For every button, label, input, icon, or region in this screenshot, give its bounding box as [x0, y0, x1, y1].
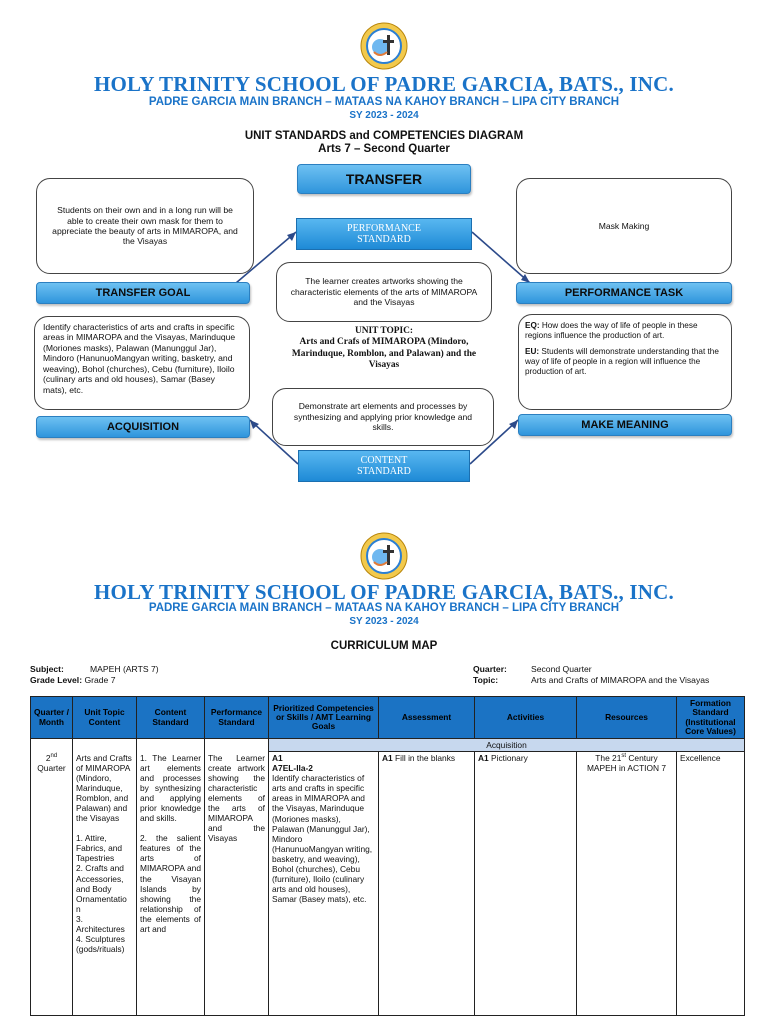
performance-task-box [516, 178, 732, 274]
page-title: UNIT STANDARDS and COMPETENCIES DIAGRAM [244, 130, 524, 142]
quarter-number: 2 [45, 752, 51, 763]
performance-standard-text: The learner creates artworks showing the characteristic elements of the arts of MIMAROPA and the Visayas [290, 276, 478, 308]
topic-line [473, 675, 709, 685]
content-standard-label-line1: CONTENT [360, 454, 408, 466]
performance-standard-label [296, 218, 472, 250]
resources-text: The 21 [595, 753, 622, 764]
eq-label: EQ: [525, 321, 540, 330]
acquisition-box [34, 316, 250, 410]
grade-label: Grade Level: [30, 675, 83, 685]
unit-topic-line: 4. Sculptures (gods/rituals) [76, 933, 125, 955]
column-header: Prioritized Competencies or Skills / AMT Learning Goals [269, 697, 379, 739]
content-standard-line: 2. the salient features of the arts of MIMAROPA and the Visayan Islands by showing the relationship of the elements of art and [140, 833, 201, 934]
performance-task-text: Mask Making [598, 220, 650, 231]
resources-cell [577, 752, 677, 1016]
transfer-goal-box [36, 178, 254, 274]
content-standard-cell [137, 752, 205, 1016]
school-name: HOLY TRINITY SCHOOL OF PADRE GARCIA, BATS., INC. [93, 580, 674, 604]
activities-cell [475, 752, 577, 1016]
assessment-cell [379, 752, 475, 1016]
transfer-goal-text: Students on their own and in a long run will be able to create their own mask for them to appreciate the beauty of arts in MIMAROPA, and the Visayas [52, 205, 238, 247]
eq-text: How does the way of life of people in these regions influence the production of art. [525, 321, 698, 340]
unit-topic-heading: UNIT TOPIC: [354, 326, 414, 336]
subject-label: Subject: [30, 664, 64, 674]
branch-list: PADRE GARCIA MAIN BRANCH – MATAAS NA KAHOY BRANCH – LIPA CITY BRANCH [148, 96, 620, 108]
grade-value: Grade 7 [84, 675, 116, 685]
acquisition-label: ACQUISITION [36, 416, 250, 438]
assessment-code: A1 [382, 753, 393, 764]
acquisition-text: Identify characteristics of arts and crafts in specific areas in MIMAROPA and the Visayas, Marinduque (Moriones masks), Palawan (Manunggul Jar), Mindoro (HanunuoMangyan writing, basketry, and weaving), Bohol (churches), Cebu (furniture), Iloilo (culinary arts and old houses), Samar (Basey mats), etc. [43, 322, 236, 395]
activities-text: Pictionary [491, 753, 528, 764]
school-name: HOLY TRINITY SCHOOL OF PADRE GARCIA, BATS., INC. [93, 72, 674, 96]
quarter-word: Quarter [37, 762, 66, 773]
assessment-text: Fill in the blanks [395, 753, 456, 764]
quarter-suffix: nd [50, 752, 58, 759]
topic-label: Topic: [473, 675, 499, 685]
school-seal-icon [360, 532, 408, 580]
unit-topic [284, 326, 484, 371]
performance-standard-label-line2: STANDARD [357, 234, 411, 245]
unit-topic-line: Arts and Crafts of MIMAROPA (Mindoro, Marinduque, Romblon, and Palawan) and the Visayas [76, 752, 132, 824]
competency-code: A7EL-IIa-2 [272, 763, 313, 774]
page-subtitle: Arts 7 – Second Quarter [318, 143, 450, 155]
essential-question-box [518, 314, 732, 410]
competency-text: Identify characteristics of arts and crafts in specific areas in MIMAROPA and the Visayas, Marinduque (Moriones masks), Palawan (Manunggul Jar), Mindoro (HanunuoMangyan writing, basketry, and weaving), Bohol (churches), Cebu (furniture), Iloilo (culinary arts and old houses), Samar (Basey mats), etc. [272, 773, 373, 905]
resources-text: Century MAPEH in ACTION 7 [586, 753, 667, 774]
phase-row [31, 739, 745, 752]
transfer-goal-label: TRANSFER GOAL [36, 282, 250, 304]
column-header: Activities [475, 697, 577, 739]
branch-list: PADRE GARCIA MAIN BRANCH – MATAAS NA KAHOY BRANCH – LIPA CITY BRANCH [148, 602, 620, 614]
school-year: SY 2023 - 2024 [349, 110, 419, 121]
activities-code: A1 [478, 753, 489, 764]
competency-cell [269, 752, 379, 1016]
content-standard-text: Demonstrate art elements and processes by synthesizing and applying prior knowledge and skills. [293, 401, 473, 433]
unit-topic-line: 3. Architectures [76, 913, 125, 934]
make-meaning-label: MAKE MEANING [518, 414, 732, 436]
quarter-cell [31, 752, 73, 1016]
content-standard-label [298, 450, 470, 482]
curriculum-map-title: CURRICULUM MAP [330, 640, 438, 652]
column-header: Quarter / Month [31, 697, 73, 739]
eu-label: EU: [525, 347, 540, 356]
unit-topic-line: 1. Attire, Fabrics, and Tapestries [76, 833, 123, 864]
phase-label: Acquisition [269, 739, 745, 752]
formation-cell: Excellence [677, 752, 745, 1016]
eu-text: Students will demonstrate understanding that the way of life of people in a region will influence the production of art. [525, 347, 719, 376]
content-standard-box [272, 388, 494, 446]
performance-standard-box [276, 262, 492, 322]
quarter-value: Second Quarter [531, 664, 592, 674]
column-header: Unit Topic Content [73, 697, 137, 739]
transfer-label: TRANSFER [297, 164, 471, 194]
topic-value: Arts and Crafts of MIMAROPA and the Visayas [531, 675, 710, 685]
curriculum-map-table [30, 696, 745, 1016]
column-header: Formation Standard (Institutional Core Values) [677, 697, 745, 739]
performance-standard-label-line1: PERFORMANCE [347, 222, 421, 234]
subject-value: MAPEH (ARTS 7) [90, 664, 159, 674]
unit-topic-text: Arts and Crafs of MIMAROPA (Mindoro, Marinduque, Romblon, and Palawan) and the Visayas [291, 337, 477, 370]
subject-line [30, 664, 159, 674]
column-header: Performance Standard [205, 697, 269, 739]
unit-topic-cell [73, 752, 137, 1016]
content-standard-label-line2: STANDARD [357, 466, 411, 477]
performance-standard-cell: The Learner create artwork showing the characteristic elements of the arts of MIMAROPA and the Visayas [205, 752, 269, 1016]
competency-code: A1 [272, 753, 283, 764]
quarter-label: Quarter: [473, 664, 507, 674]
column-header: Assessment [379, 697, 475, 739]
school-year: SY 2023 - 2024 [349, 616, 419, 627]
content-standard-line: 1. The Learner art elements and processes by synthesizing and applying prior knowledge and skills. [140, 752, 201, 824]
column-header: Resources [577, 697, 677, 739]
table-header-row [31, 697, 745, 739]
grade-line [30, 675, 116, 685]
column-header: Content Standard [137, 697, 205, 739]
table-row [31, 752, 745, 1016]
resources-suffix: st [621, 753, 627, 760]
performance-task-label: PERFORMANCE TASK [516, 282, 732, 304]
quarter-line [473, 664, 592, 674]
unit-topic-line: 2. Crafts and Accessories, and Body Ornamentatio n [76, 863, 127, 914]
